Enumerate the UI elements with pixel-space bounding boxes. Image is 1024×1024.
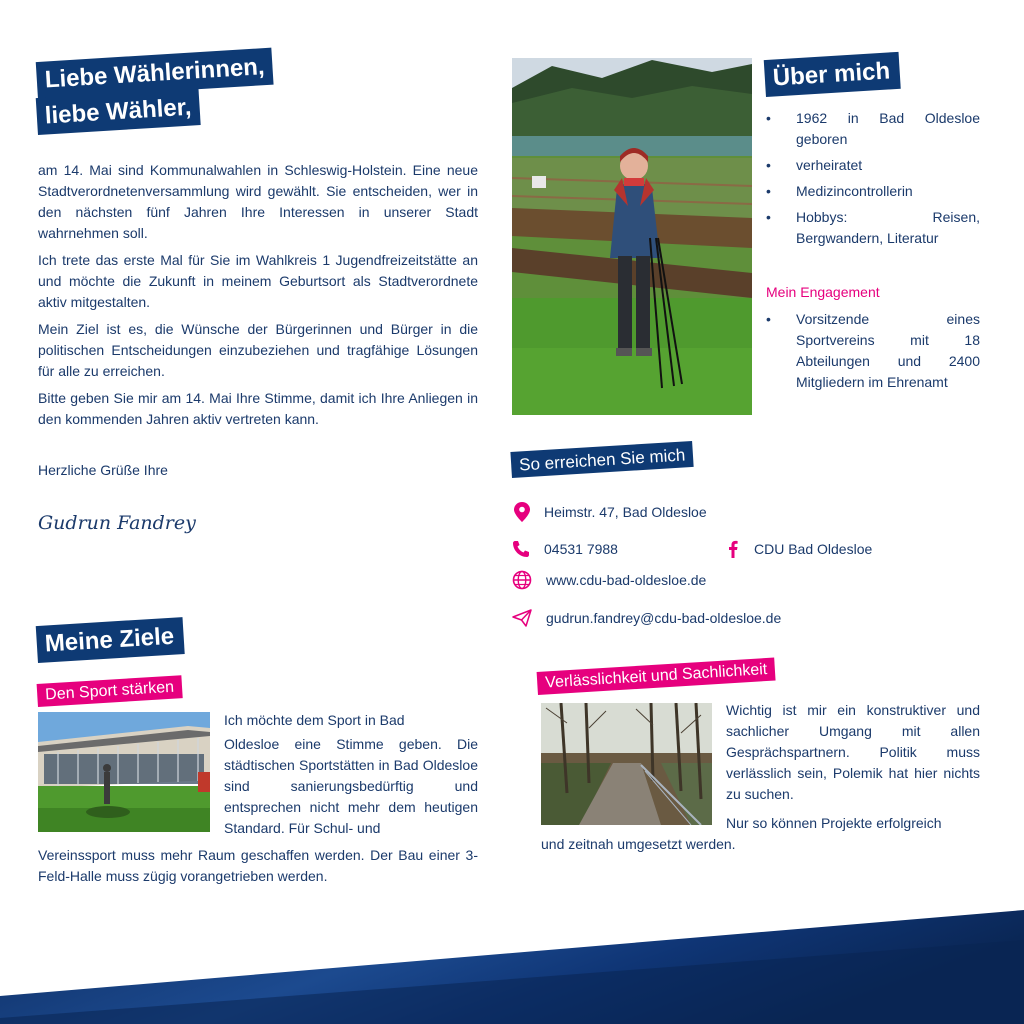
forest-path-photo	[541, 703, 712, 825]
sport-text-bottom: Vereinssport muss mehr Raum geschaffen werden. Der Bau einer 3-Feld-Halle muss zügig vorangetrieben werden.	[38, 847, 478, 884]
sport-text-right: Ich möchte dem Sport in Bad	[224, 712, 405, 728]
letter-paragraph: am 14. Mai sind Kommunalwahlen in Schleswig-Holstein. Eine neue Stadtverordnetenversammlung wird gewählt. Sie entscheiden, wer in den nächsten fünf Jahren Ihre Interessen in unserer Stadt wahrnehmen soll.	[38, 162, 478, 241]
list-item: • verheiratet	[766, 157, 863, 173]
contact-address	[514, 502, 707, 522]
engagement-list	[766, 309, 980, 398]
location-pin-icon	[514, 502, 530, 522]
facebook-text[interactable]: CDU Bad Oldesloe	[754, 541, 873, 557]
reliability-text-bottom: und zeitnah umgesetzt werden.	[541, 836, 736, 852]
closing-text: Herzliche Grüße Ihre	[38, 462, 168, 478]
about-list	[766, 108, 980, 254]
sport-text-right-2: Oldesloe eine Stimme geben. Die städtischen Sportstätten in Bad Oldesloe sind sanierungsbedürftig und entsprechen nicht mehr dem heutigen Standard. Für Schul- und	[224, 736, 478, 836]
contact-facebook[interactable]	[728, 540, 872, 558]
phone-text[interactable]: 04531 7988	[544, 541, 618, 557]
portrait-photo	[512, 58, 752, 415]
list-item: • Vorsitzende eines Sportvereins mit 18 Abteilungen und 2400 Mitgliedern im Ehrenamt	[766, 311, 980, 390]
letter-body	[38, 160, 478, 436]
phone-icon	[512, 540, 530, 558]
address-text: Heimstr. 47, Bad Oldesloe	[544, 504, 707, 520]
reliability-text-right-2: Nur so können Projekte erfolgreich	[726, 815, 942, 831]
greeting-banner-line2: liebe Wähler,	[36, 88, 201, 135]
list-item: • Hobbys: Reisen, Bergwandern, Literatur	[766, 209, 980, 246]
contact-website[interactable]	[512, 570, 706, 590]
website-text[interactable]: www.cdu-bad-oldesloe.de	[546, 572, 707, 588]
goals-banner: Meine Ziele	[36, 617, 185, 663]
list-item: • 1962 in Bad Oldesloe geboren	[766, 110, 980, 147]
contact-phone[interactable]	[512, 540, 618, 558]
contact-email[interactable]	[512, 609, 781, 627]
reliability-text-right: Wichtig ist mir ein konstruktiver und sachlicher Umgang mit allen Gesprächspartnern. Politik muss verlässlich sein, Polemik hat hier nichts zu suchen.	[726, 702, 980, 802]
facebook-icon	[728, 540, 738, 558]
letter-paragraph: Ich trete das erste Mal für Sie im Wahlkreis 1 Jugendfreizeitstätte an und möchte die Zukunft in meinem Geburtsort als Stadtverordnete aktiv mitgestalten.	[38, 252, 478, 310]
signature: Gudrun Fandrey	[38, 512, 196, 534]
globe-icon	[512, 570, 532, 590]
send-icon	[512, 609, 532, 627]
footer-wave	[0, 900, 1024, 1024]
sports-hall-photo	[38, 712, 210, 832]
sport-banner: Den Sport stärken	[37, 675, 183, 707]
about-banner: Über mich	[764, 52, 901, 97]
email-text[interactable]: gudrun.fandrey@cdu-bad-oldesloe.de	[546, 610, 782, 626]
list-item: • Medizincontrollerin	[766, 183, 913, 199]
letter-paragraph: Bitte geben Sie mir am 14. Mai Ihre Stimme, damit ich Ihre Anliegen in den kommenden Jahren aktiv vertreten kann.	[38, 390, 478, 427]
letter-paragraph: Mein Ziel ist es, die Wünsche der Bürgerinnen und Bürger in die politischen Entscheidungen einzubeziehen und tragfähige Lösungen für alle zu erreichen.	[38, 321, 478, 379]
contact-banner: So erreichen Sie mich	[510, 441, 694, 478]
engagement-title: Mein Engagement	[766, 284, 880, 300]
reliability-banner: Verlässlichkeit und Sachlichkeit	[537, 657, 776, 695]
greeting-banner-line1: Liebe Wählerinnen,	[36, 48, 274, 99]
